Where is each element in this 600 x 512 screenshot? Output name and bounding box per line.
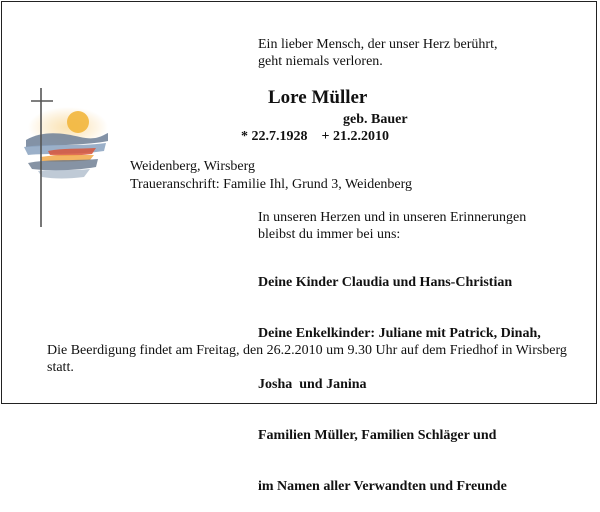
message-line-1: In unseren Herzen und in unseren Erinnerungen bbox=[258, 210, 527, 225]
residence-places: Weidenberg, Wirsberg bbox=[130, 159, 256, 174]
family-mourners bbox=[258, 240, 541, 512]
sun-shape bbox=[67, 111, 89, 133]
cross-with-sunset-icon bbox=[18, 85, 110, 230]
ground-shape bbox=[38, 169, 90, 179]
poem-line-2: geht niemals verloren. bbox=[258, 54, 383, 69]
poem-quote bbox=[258, 36, 497, 70]
deceased-name: Lore Müller bbox=[268, 87, 368, 108]
remembrance-message bbox=[258, 209, 526, 243]
family-line-1: Deine Kinder Claudia und Hans-Christian bbox=[258, 275, 513, 290]
funeral-line-2: statt. bbox=[47, 360, 74, 375]
funeral-line-1: Die Beerdigung findet am Freitag, den 26.2.2010 um 9.30 Uhr auf dem Friedhof in Wirsberg bbox=[47, 343, 567, 358]
shore-shape bbox=[28, 159, 98, 170]
funeral-notice bbox=[47, 342, 567, 376]
poem-line-1: Ein lieber Mensch, der unser Herz berührt, bbox=[258, 37, 498, 52]
maiden-name: geb. Bauer bbox=[343, 112, 408, 127]
family-line-4: Familien Müller, Familien Schläger und bbox=[258, 428, 497, 443]
message-line-2: bleibst du immer bei uns: bbox=[258, 227, 401, 242]
family-line-3: Josha und Janina bbox=[258, 377, 367, 392]
family-line-5: im Namen aller Verwandten und Freunde bbox=[258, 479, 507, 494]
life-dates: * 22.7.1928 + 21.2.2010 bbox=[241, 129, 389, 144]
mourning-address: Traueranschrift: Familie Ihl, Grund 3, Weidenberg bbox=[130, 177, 413, 192]
family-line-2: Deine Enkelkinder: Juliane mit Patrick, Dinah, bbox=[258, 326, 541, 341]
